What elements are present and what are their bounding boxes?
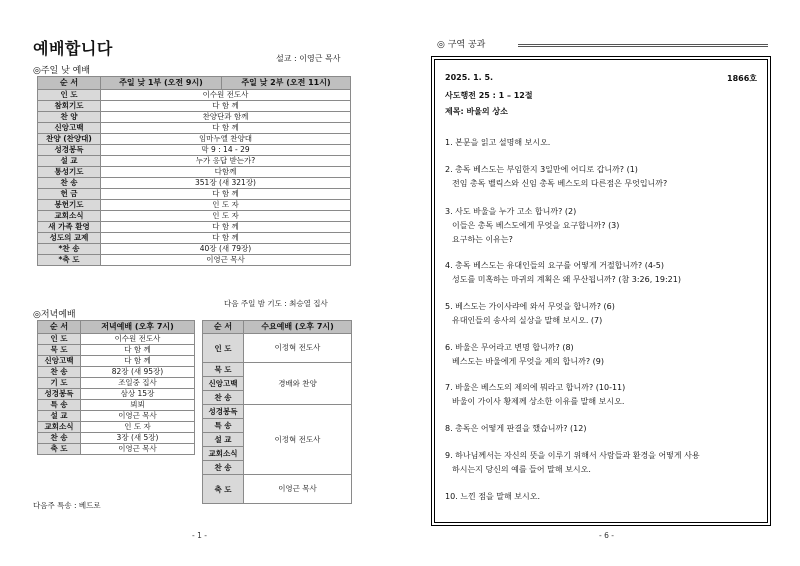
table-row-label: 통성기도 [38,167,101,178]
table-row-label: 성경봉독 [38,389,81,400]
table-row-value: 다 함 께 [81,345,195,356]
header-rule [518,44,768,47]
question-main: 10. 느낀 점을 말해 보시오. [445,492,540,501]
table-row-label: 특 송 [203,419,244,433]
table-row-label: 인 도 [203,334,244,363]
table-row [38,378,195,389]
header-service-2: 주일 낮 2부 (오전 11시) [222,77,351,90]
question-sub: 바울이 가이사 황제께 상소한 이유를 말해 보시오. [452,397,625,406]
table-row-value: 이영근 목사 [81,411,195,422]
question-sub: 성도를 미혹하는 마귀의 계획은 왜 무산됩니까? (참 3:26, 19:21) [452,275,681,284]
table-row-value: 막 9 : 14 - 29 [101,145,351,156]
table-row-label: 축 도 [203,475,244,504]
table-row [38,145,351,156]
table-row [38,411,195,422]
table-row-value: 이영근 목사 [101,255,351,266]
question-main: 2. 총독 베스도는 부임한지 3일만에 어디로 갑니까? (1) [445,165,638,174]
table-row-value: 82장 (새 95장) [81,367,195,378]
table-row-value: 다 함 께 [81,356,195,367]
table-row [38,255,351,266]
table-row [38,334,195,345]
table-row-label: 찬 송 [203,391,244,405]
table-row-value: 경배와 찬양 [244,363,352,405]
question-sub: 유대인들의 송사의 실상을 말해 보시오. (7) [452,316,603,325]
table-row-label: 설 교 [203,433,244,447]
question-sub: 이들은 총독 베스도에게 무엇을 요구합니까? (3) [452,221,620,230]
table-row [38,356,195,367]
header-order: 순 서 [38,77,101,90]
next-prayer-note: 다음 주일 밤 기도 : 최승열 집사 [224,299,328,308]
table-row-label: 묵 도 [203,363,244,377]
table-row-value: 다 함 께 [101,101,351,112]
question-sub: 요구하는 이유는? [452,235,513,244]
table-row-value: 조일중 집사 [81,378,195,389]
page-title: 예배합니다 [33,39,113,58]
table-row-label: 신앙고백 [203,377,244,391]
question-main: 3. 사도 바울을 누가 고소 합니까? (2) [445,207,577,216]
table-row [38,178,351,189]
table-row [38,167,351,178]
table-row-label: 찬 송 [38,178,101,189]
table-row [38,400,195,411]
study-question [445,163,667,191]
table-row-value: 이정혁 전도사 [244,405,352,475]
table-row-label: 축 도 [38,444,81,455]
question-main: 8. 총독은 어떻게 판결을 했습니까? (12) [445,424,587,433]
table-row [38,233,351,244]
study-date: 2025. 1. 5. [445,73,494,82]
question-sub: 전임 총독 벨릭스와 신임 총독 베스도의 다른점은 무엇입니까? [452,179,668,188]
table-row-label: 설 교 [38,156,101,167]
study-question [445,449,700,477]
table-row-value: 이영근 목사 [81,444,195,455]
study-question [445,422,586,436]
table-row [38,433,195,444]
table-row-label: *찬 송 [38,244,101,255]
table-row-label: 찬 송 [203,461,244,475]
table-row-label: *축 도 [38,255,101,266]
table-row-label: 성도의 교제 [38,233,101,244]
table-row [38,101,351,112]
scripture-reference: 사도행전 25 : 1 – 12절 [445,91,533,100]
table-row [38,90,351,101]
table-row-label: 찬양 (찬양대) [38,134,101,145]
table-row [38,222,351,233]
question-sub: 하시는지 당신의 예를 들어 말해 보시오. [452,465,591,474]
table-row-value: 인 도 자 [81,422,195,433]
issue-number: 1866호 [727,74,757,83]
table-row [38,444,195,455]
table-row-value: 인 도 자 [101,211,351,222]
table-row-label: 성경봉독 [203,405,244,419]
table-row-label: 설 교 [38,411,81,422]
table-row-value: 40장 (새 79장) [101,244,351,255]
table-row-value: 누가 응답 받는가? [101,156,351,167]
table-row-label: 헌 금 [38,189,101,200]
evening-section-label: ◎저녁예배 [33,310,76,320]
table-row-label: 인 도 [38,90,101,101]
cell-study-title: ◎ 구역 공과 [437,40,486,50]
table-row-value: 다 함 께 [101,189,351,200]
table-row [38,345,195,356]
header-evening: 저녁예배 (오후 7시) [81,321,195,334]
question-main: 6. 바울은 무어라고 변명 합니까? (8) [445,343,574,352]
page-number: - 1 - [192,531,207,540]
table-row-label: 교회소식 [203,447,244,461]
table-row-value: 다 함 께 [101,123,351,134]
study-box [434,59,768,523]
table-row [38,422,195,433]
table-row-label: 교회소식 [38,422,81,433]
question-main: 7. 바울은 베스도의 제의에 뭐라고 합니까? (10-11) [445,383,626,392]
study-question [445,259,681,287]
evening-service-table [37,320,195,455]
sunday-service-table [37,76,351,266]
table-row-value: 이수원 전도사 [81,334,195,345]
table-row-value: 다함께 [101,167,351,178]
study-question [445,300,615,328]
table-row-value: 3장 (새 5장) [81,433,195,444]
question-main: 4. 총독 베스도는 유대인들의 요구를 어떻게 거절합니까? (4-5) [445,261,665,270]
study-question [445,205,619,247]
table-row-label: 찬 송 [38,433,81,444]
question-sub: 베스도는 바울에게 무엇을 제의 합니까? (9) [452,357,604,366]
study-question [445,490,540,504]
study-question [445,341,604,369]
header-order: 순 서 [203,321,244,334]
table-row-value: 임마누엘 찬양대 [101,134,351,145]
table-row-label: 새 가족 환영 [38,222,101,233]
table-row [38,189,351,200]
study-question [445,381,625,409]
table-row [38,134,351,145]
table-row-label: 신앙고백 [38,123,101,134]
table-row-value: 인 도 자 [101,200,351,211]
table-row-value: 찬양단과 함께 [101,112,351,123]
study-subject: 제목: 바울의 상소 [445,107,508,116]
table-row [38,156,351,167]
table-row-label: 신앙고백 [38,356,81,367]
sunday-section-label: ◎주일 낮 예배 [33,66,91,76]
question-main: 9. 하나님께서는 자신의 뜻을 이루기 위해서 사람들과 환경을 어떻게 사용 [445,451,700,460]
right-page [400,0,800,566]
page-number: - 6 - [599,531,614,540]
table-row-label: 인 도 [38,334,81,345]
table-row [38,367,195,378]
table-row-value: 삼상 15장 [81,389,195,400]
header-wednesday: 수요예배 (오후 7시) [244,321,352,334]
next-special-note: 다음주 특송 : 베드로 [33,501,101,510]
preacher-label: 설교 : 이영근 목사 [276,54,341,63]
table-row-label: 기 도 [38,378,81,389]
table-row-label: 묵 도 [38,345,81,356]
question-main: 5. 베스도는 가이사랴에 와서 무엇을 합니까? (6) [445,302,615,311]
table-row-label: 참회기도 [38,101,101,112]
table-row-value: 351장 (새 321장) [101,178,351,189]
table-row [38,200,351,211]
table-row-label: 성경봉독 [38,145,101,156]
table-row [38,389,195,400]
wednesday-service-table [202,320,352,504]
header-order: 순 서 [38,321,81,334]
table-row [38,112,351,123]
table-row-label: 찬 송 [38,367,81,378]
table-row-value: 이영근 목사 [244,475,352,504]
table-row-value: 다 함 께 [101,222,351,233]
table-row-value: 뵈뵈 [81,400,195,411]
table-row [38,211,351,222]
table-row-label: 봉헌기도 [38,200,101,211]
table-row-label: 찬 양 [38,112,101,123]
table-row-value: 이정혁 전도사 [244,334,352,363]
table-row-label: 교회소식 [38,211,101,222]
table-row-value: 다 함 께 [101,233,351,244]
header-service-1: 주일 낮 1부 (오전 9시) [101,77,222,90]
question-main: 1. 본문을 읽고 설명해 보시오. [445,138,551,147]
table-row-label: 특 송 [38,400,81,411]
table-row-value: 이수원 전도사 [101,90,351,101]
table-row [38,123,351,134]
table-row [38,244,351,255]
study-question [445,136,550,150]
